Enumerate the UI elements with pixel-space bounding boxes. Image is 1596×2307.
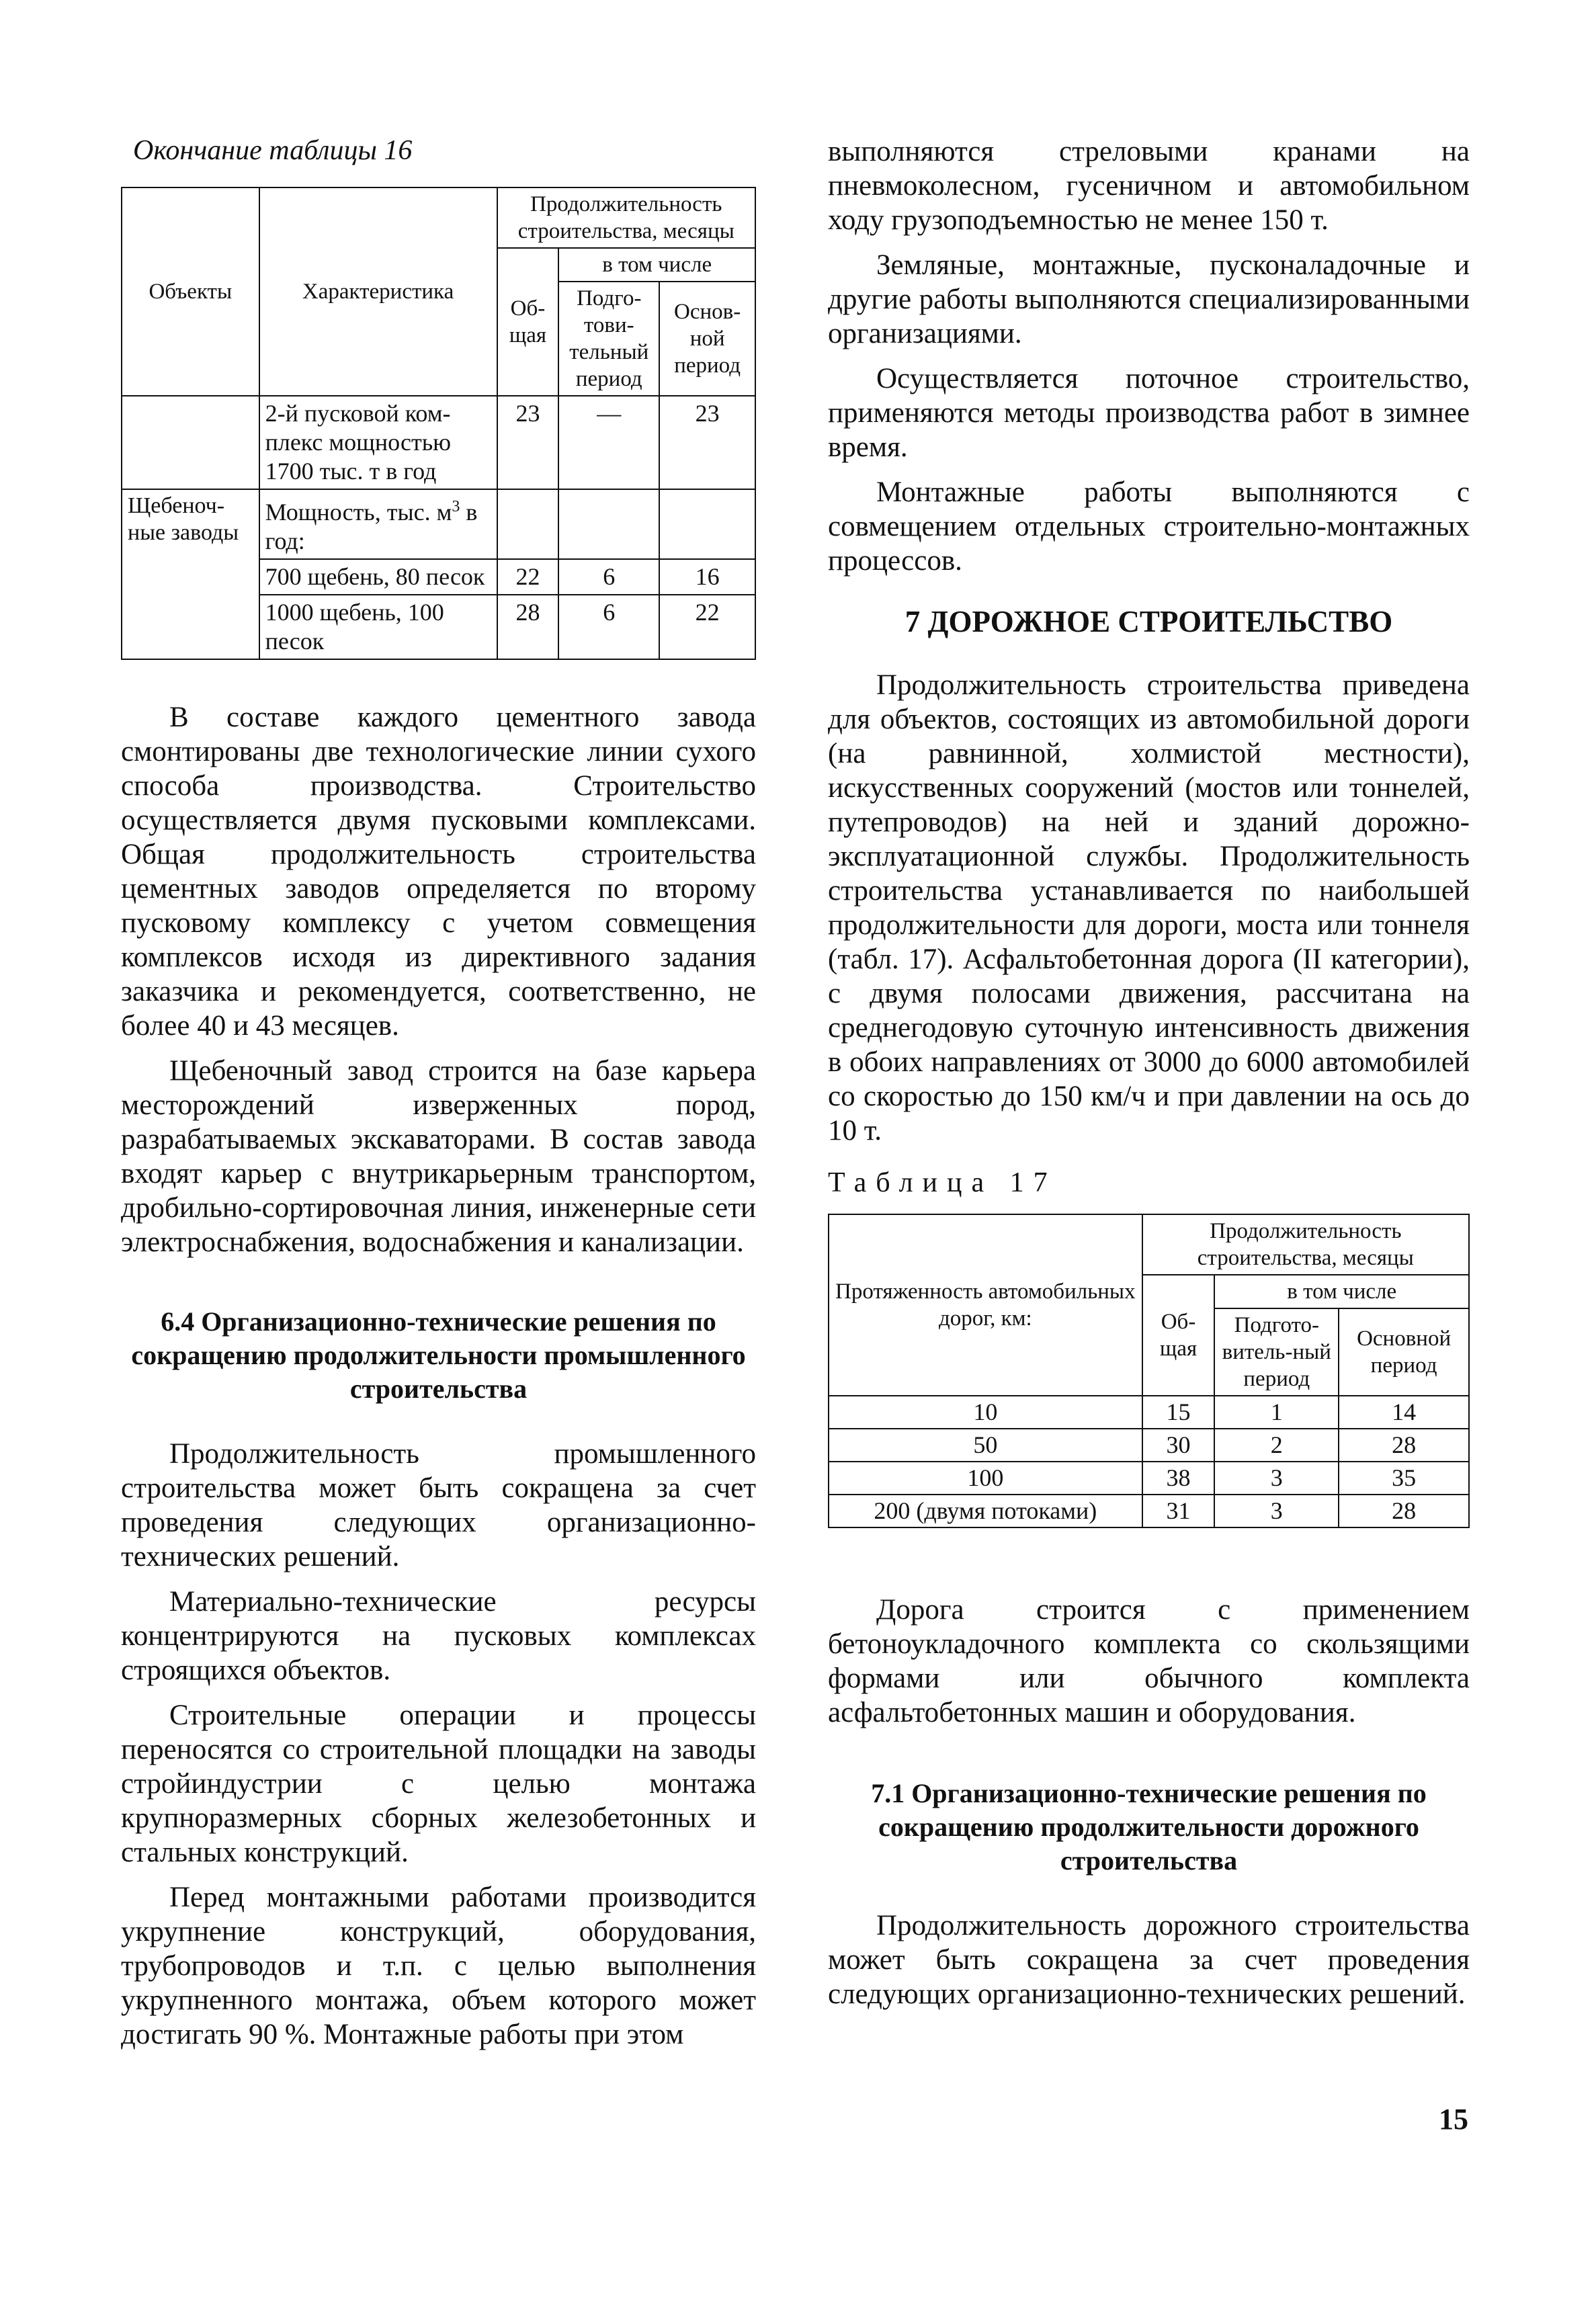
paragraph: Материально-технические ресурсы концентрируются на пусковых комплексах строящихся объектов. xyxy=(121,1586,756,1686)
table-16-cell xyxy=(122,396,259,489)
paragraph: В составе каждого цементного завода смонтированы две технологические линии сухого способа производства. Строительство осуществляется двумя пусковыми комплексами. Общая продолжительность строительства цементных заводов определяется по второму пусковому комплексу с учетом совмещения комплексов исходя из директивного задания заказчика и рекомендуется, соответственно, не более 40 и 43 месяцев. xyxy=(121,702,756,1042)
paragraph: Продолжительность дорожного строительства может быть сокращена за счет проведения следующих организационно-технических решений. xyxy=(828,1910,1470,2010)
table-17-cell-length: 50 xyxy=(829,1429,1142,1462)
paragraph: Земляные, монтажные, пусконаладочные и другие работы выполняются специализированными организациями. xyxy=(828,249,1470,349)
paragraph: Продолжительность промышленного строительства может быть сокращена за счет проведения следующих организационно-технических решений. xyxy=(121,1438,756,1572)
table-16-cell: 23 xyxy=(497,396,559,489)
table-16-superscript: 3 xyxy=(452,498,460,515)
paragraph: выполняются стреловыми кранами на пневмоколесном, гусеничном и автомобильном ходу грузоподъемностью не менее 150 т. xyxy=(828,136,1470,236)
paragraph: Продолжительность строительства приведена для объектов, состоящих из автомобильной дороги (на равнинной, холмистой местности), искусственных сооружений (мостов или тоннелей, путепроводов) на ней и зданий дорожно-эксплуатационной службы. Продолжительность строительства устанавливается по наибольшей продолжительности для дороги, моста или тоннеля (табл. 17). Асфальтобетонная дорога (II категории), с двумя полосами движения, рассчитана на среднегодовую суточную интенсивность движения в обоих направлениях от 3000 до 6000 автомобилей со скоростью до 150 км/ч и при давлении на ось до 10 т. xyxy=(828,669,1470,1146)
table-16-cell-text: Мощность, тыс. м xyxy=(265,499,452,526)
table-16-header-objects: Объекты xyxy=(122,187,259,396)
table-16-cell: 2-й пусковой ком-плекс мощностью 1700 тыс. т в год xyxy=(259,396,497,489)
table-16-caption: Окончание таблицы 16 xyxy=(133,135,413,166)
table-17-row xyxy=(829,1429,1469,1462)
table-16-header-including: в том числе xyxy=(558,248,755,282)
table-16-header-characteristic: Характеристика xyxy=(259,187,497,396)
table-16-cell xyxy=(558,489,659,559)
table-17-cell-length: 10 xyxy=(829,1396,1142,1429)
table-17-row xyxy=(829,1495,1469,1527)
table-17-cell-prep: 1 xyxy=(1214,1396,1339,1429)
table-17-cell-prep: 2 xyxy=(1214,1429,1339,1462)
paragraph: Строительные операции и процессы переносятся со строительной площадки на заводы стройиндустрии с целью монтажа крупноразмерных сборных железобетонных и стальных конструкций. xyxy=(121,1700,756,1868)
table-16-header-prep: Подго-тови-тельный период xyxy=(558,282,659,396)
table-16-cell: 22 xyxy=(497,559,559,595)
table-17-cell-total: 30 xyxy=(1142,1429,1215,1462)
table-16-cell: 28 xyxy=(497,595,559,659)
table-17-caption: Таблица 17 xyxy=(828,1167,1057,1198)
table-16-cell: 700 щебень, 80 песок xyxy=(259,559,497,595)
table-17-cell-total: 15 xyxy=(1142,1396,1215,1429)
table-17-row xyxy=(829,1462,1469,1495)
table-17-cell-length: 200 (двумя потоками) xyxy=(829,1495,1142,1527)
table-17-cell-main: 14 xyxy=(1339,1396,1469,1429)
table-17-header-length: Протяженность автомобильных дорог, км: xyxy=(829,1214,1142,1396)
table-17-header-total: Об-щая xyxy=(1142,1275,1215,1396)
section-heading-7-1: 7.1 Организационно-технические решения по сокращению продолжительности дорожного строительства xyxy=(871,1778,1427,1876)
table-16-row xyxy=(122,396,755,489)
paragraph: Щебеночный завод строится на базе карьера месторождений изверженных пород, разрабатываемых экскаваторами. В состав завода входят карьер с внутрикарьерным транспортом, дробильно-сортировочная линия, инженерные сети электроснабжения, водоснабжения и канализации. xyxy=(121,1055,756,1258)
table-17-cell-total: 31 xyxy=(1142,1495,1215,1527)
table-16-cell: Щебеноч-ные заводы xyxy=(122,489,259,659)
table-17-cell-main: 28 xyxy=(1339,1429,1469,1462)
right-column xyxy=(828,134,1470,2011)
table-17-cell-main: 35 xyxy=(1339,1462,1469,1495)
table-16-cell: 16 xyxy=(659,559,755,595)
table-17-header-main: Основной период xyxy=(1339,1308,1469,1396)
table-17-cell-length: 100 xyxy=(829,1462,1142,1495)
table-17-header-including: в том числе xyxy=(1214,1275,1469,1308)
table-17-cell-total: 38 xyxy=(1142,1462,1215,1495)
table-16-cell xyxy=(259,489,497,559)
table-16-cell: 6 xyxy=(558,595,659,659)
left-column xyxy=(121,134,756,2052)
paragraph: Дорога строится с применением бетоноукладочного комплекта со скользящими формами или обычного комплекта асфальтобетонных машин и оборудования. xyxy=(828,1594,1470,1728)
table-16-cell: 1000 щебень, 100 песок xyxy=(259,595,497,659)
table-16-cell: 23 xyxy=(659,396,755,489)
table-16-header-duration: Продолжительность строительства, месяцы xyxy=(497,187,755,248)
table-17-header-prep: Подгото-витель-ный период xyxy=(1214,1308,1339,1396)
table-16-cell-text: в год: xyxy=(265,499,478,554)
table-16-cell: 6 xyxy=(558,559,659,595)
table-17-row xyxy=(829,1396,1469,1429)
table-16-cell xyxy=(497,489,559,559)
table-17-cell-main: 28 xyxy=(1339,1495,1469,1527)
table-17-cell-prep: 3 xyxy=(1214,1462,1339,1495)
paragraph: Монтажные работы выполняются с совмещением отдельных строительно-монтажных процессов. xyxy=(828,476,1470,577)
page-number: 15 xyxy=(1439,2103,1468,2136)
section-heading-7: 7 ДОРОЖНОЕ СТРОИТЕЛЬСТВО xyxy=(905,605,1393,638)
table-16-header-main: Основ-ной период xyxy=(659,282,755,396)
table-16-cell: — xyxy=(558,396,659,489)
paragraph: Осуществляется поточное строительство, применяются методы производства работ в зимнее время. xyxy=(828,363,1470,463)
paragraph: Перед монтажными работами производится укрупнение конструкций, оборудования, трубопроводов и т.п. с целью выполнения укрупненного монтажа, объем которого может достигать 90 %. Монтажные работы при этом xyxy=(121,1882,756,2050)
table-16 xyxy=(121,187,756,660)
section-heading-6-4: 6.4 Организационно-технические решения по сокращению продолжительности промышленного строительства xyxy=(131,1306,746,1404)
table-16-header-total: Об-щая xyxy=(497,248,559,396)
table-17-cell-prep: 3 xyxy=(1214,1495,1339,1527)
table-16-cell: 22 xyxy=(659,595,755,659)
table-16-row xyxy=(122,489,755,559)
table-17 xyxy=(828,1214,1470,1528)
table-17-header-duration: Продолжительность строительства, месяцы xyxy=(1142,1214,1469,1275)
table-16-cell xyxy=(659,489,755,559)
